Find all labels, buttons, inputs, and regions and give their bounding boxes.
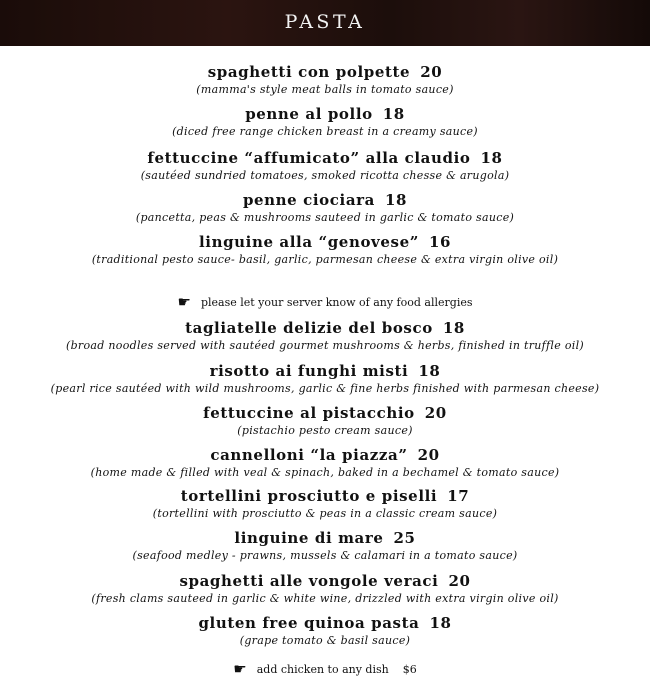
menu-item [0,191,650,225]
add-chicken-price: $6 [402,663,417,676]
dish-name-line [0,191,650,209]
dish-description: (sautéed sundried tomatoes, smoked ricotta chesse & arugola) [140,169,510,182]
dish-name: linguine alla “genovese” [198,233,419,251]
menu-item [0,362,650,396]
dish-price: 18 [429,614,452,632]
dish-description: (grape tomato & basil sauce) [239,634,411,647]
dish-price: 17 [447,487,470,505]
dish-name-line [0,572,650,590]
dish-name-line [0,362,650,380]
menu-item [0,233,650,267]
menu-item [0,105,650,139]
menu-item [0,572,650,606]
dish-description: (pancetta, peas & mushrooms sauteed in garlic & tomato sauce) [135,211,515,224]
dish-name: tagliatelle delizie del bosco [185,319,433,337]
dish-price: 18 [384,191,408,209]
menu-item [0,487,650,521]
dish-name: tortellini prosciutto e piselli [180,487,438,505]
dish-description: (traditional pesto sauce- basil, garlic, parmesan cheese & extra virgin olive oil) [91,253,559,266]
dish-price: 20 [424,404,447,422]
dish-description: (pistachio pesto cream sauce) [237,424,413,437]
dish-price: 20 [448,572,471,590]
dish-description: (seafood medley - prawns, mussels & calamari in a tomato sauce) [132,549,518,562]
dish-name: penne ciociara [242,191,375,209]
dish-description: (diced free range chicken breast in a creamy sauce) [172,125,478,138]
dish-name: penne al pollo [245,105,373,123]
dish-description: (broad noodles served with sautéed gourmet mushrooms & herbs, finished in truffle oil) [66,339,584,352]
section-title: PASTA [284,11,366,33]
menu-item [0,446,650,480]
add-chicken-text: add chicken to any dish [256,663,389,676]
menu-item [0,614,650,648]
dish-description: (pearl rice sautéed with wild mushrooms, garlic & fine herbs finished with parmesan cheese) [50,382,600,395]
dish-price: 16 [428,233,452,251]
dish-name-line [0,529,650,547]
dish-name-line [0,63,650,81]
menu-item [0,149,650,183]
dish-price: 18 [480,149,503,167]
dish-name: linguine di mare [234,529,384,547]
menu-item [0,319,650,353]
dish-name-line [0,233,650,251]
menu-item [0,529,650,563]
pointing-hand-icon: ☛ [233,660,247,678]
dish-name: cannelloni “la piazza” [210,446,408,464]
allergy-note-text: please let your server know of any food allergies [200,296,473,309]
dish-name: spaghetti con polpette [207,63,411,81]
dish-description: (tortellini with prosciutto & peas in a classic cream sauce) [152,507,498,520]
dish-description: (fresh clams sauteed in garlic & white wine, drizzled with extra virgin olive oil) [91,592,559,605]
menu-header-banner [0,0,650,46]
dish-name: spaghetti alle vongole veraci [179,572,439,590]
dish-name-line [0,446,650,464]
dish-name-line [0,404,650,422]
dish-price: 18 [442,319,465,337]
pointing-hand-icon: ☛ [177,293,191,311]
dish-name-line [0,319,650,337]
dish-name: gluten free quinoa pasta [198,614,420,632]
dish-name: risotto ai funghi misti [209,362,409,380]
add-chicken-note [0,662,650,677]
dish-name: fettuccine al pistacchio [203,404,415,422]
dish-price: 20 [417,446,440,464]
dish-name-line [0,614,650,632]
dish-price: 25 [393,529,416,547]
dish-name-line [0,105,650,123]
dish-description: (home made & filled with veal & spinach, baked in a bechamel & tomato sauce) [90,466,560,479]
menu-item [0,404,650,438]
dish-name: fettuccine “affumicato” alla claudio [147,149,471,167]
dish-price: 18 [382,105,405,123]
dish-name-line [0,149,650,167]
allergy-note [0,295,650,310]
dish-name-line [0,487,650,505]
dish-description: (mamma's style meat balls in tomato sauce) [196,83,454,96]
dish-price: 18 [418,362,441,380]
menu-item [0,63,650,97]
dish-price: 20 [420,63,443,81]
